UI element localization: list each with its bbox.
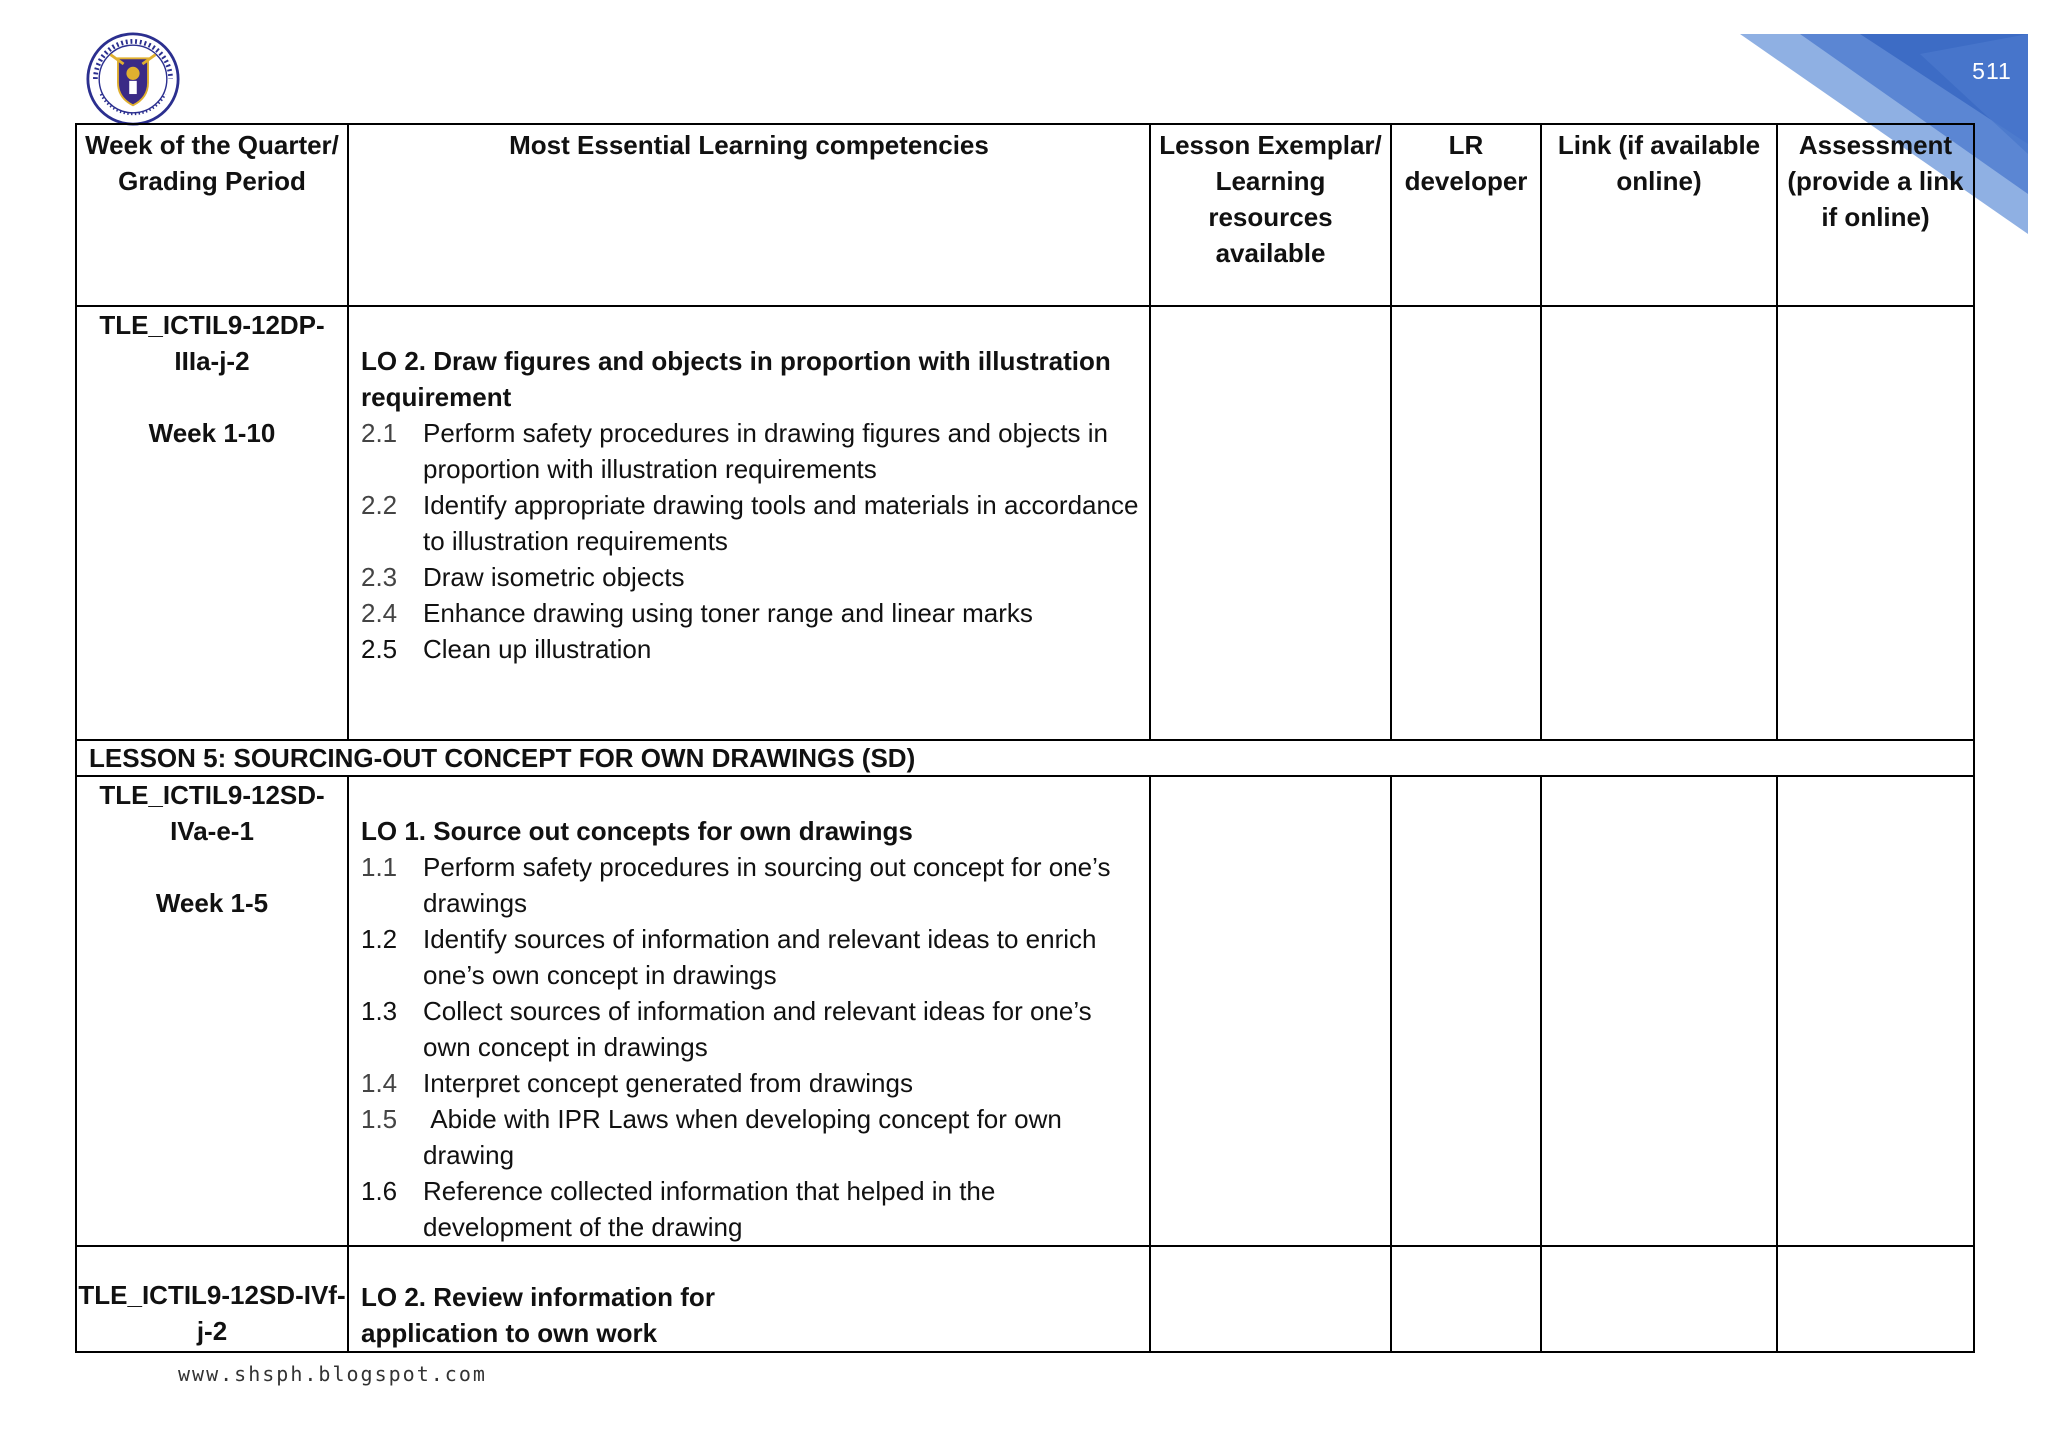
item-text: Enhance drawing using toner range and linear marks [423, 598, 1033, 628]
header-lr-developer: LR developer [1391, 124, 1541, 306]
item-text: Identify sources of information and relevant ideas to enrich one’s own concept in drawings [423, 924, 1097, 990]
list-item [361, 415, 1139, 487]
lesson-exemplar-cell [1150, 1246, 1391, 1352]
item-number: 1.3 [361, 996, 398, 1026]
week-label: Week 1-10 [148, 418, 276, 448]
list-item [361, 595, 1139, 631]
deped-seal-logo [86, 32, 180, 126]
list-item [361, 1065, 1139, 1101]
competency-cell [348, 306, 1150, 740]
week-label: Week 1-5 [155, 888, 269, 918]
mel-table [75, 123, 1975, 1353]
table-header-row [76, 124, 1974, 306]
link-cell [1541, 306, 1777, 740]
item-text: Reference collected information that helped in the development of the drawing [423, 1176, 996, 1242]
footer-url[interactable]: www.shsph.blogspot.com [178, 1362, 487, 1386]
competency-list [361, 849, 1139, 1245]
item-number: 2.2 [361, 490, 398, 520]
competency-code: TLE_ICTIL9-12SD-IVf-j-2 [78, 1280, 346, 1346]
table-row [76, 306, 1974, 740]
list-item [361, 921, 1139, 993]
code-cell [76, 306, 348, 740]
item-text: Collect sources of information and relevant ideas for one’s own concept in drawings [423, 996, 1092, 1062]
item-text: Perform safety procedures in sourcing out concept for one’s drawings [423, 852, 1111, 918]
code-cell [76, 776, 348, 1246]
item-text: Perform safety procedures in drawing figures and objects in proportion with illustration requirements [423, 418, 1109, 484]
page-number: 511 [1972, 58, 2012, 84]
lo-title: LO 2. Draw figures and objects in proportion with illustration requirement [361, 346, 1111, 412]
link-cell [1541, 1246, 1777, 1352]
lr-developer-cell [1391, 306, 1541, 740]
assessment-cell [1777, 1246, 1974, 1352]
lesson-exemplar-cell [1150, 306, 1391, 740]
header-assessment: Assessment (provide a link if online) [1777, 124, 1974, 306]
code-cell [76, 1246, 348, 1352]
item-number: 1.6 [361, 1176, 398, 1206]
assessment-cell [1777, 776, 1974, 1246]
item-number: 1.5 [361, 1104, 398, 1134]
header-week: Week of the Quarter/ Grading Period [76, 124, 348, 306]
list-item [361, 1101, 1139, 1173]
competency-list [361, 415, 1139, 667]
header-competencies: Most Essential Learning competencies [348, 124, 1150, 306]
list-item [361, 1173, 1139, 1245]
list-item [361, 559, 1139, 595]
list-item [361, 993, 1139, 1065]
lesson-heading-row [76, 740, 1974, 776]
item-text: Clean up illustration [423, 634, 652, 664]
item-number: 2.3 [361, 562, 398, 592]
list-item [361, 487, 1139, 559]
item-text: Interpret concept generated from drawings [423, 1068, 913, 1098]
lesson-exemplar-cell [1150, 776, 1391, 1246]
competency-cell [348, 1246, 1150, 1352]
lesson-heading: LESSON 5: SOURCING-OUT CONCEPT FOR OWN DRAWINGS (SD) [76, 740, 1974, 776]
lr-developer-cell [1391, 776, 1541, 1246]
table-row [76, 1246, 1974, 1352]
item-number: 2.4 [361, 598, 398, 628]
lr-developer-cell [1391, 1246, 1541, 1352]
lo-title: LO 2. Review information for application to own work [361, 1282, 715, 1348]
item-text: Abide with IPR Laws when developing concept for own drawing [423, 1104, 1070, 1170]
list-item [361, 849, 1139, 921]
table-row [76, 776, 1974, 1246]
competency-code: TLE_ICTIL9-12DP-IIIa-j-2 [99, 310, 325, 376]
header-lesson-exemplar: Lesson Exemplar/ Learning resources available [1150, 124, 1391, 306]
competency-cell [348, 776, 1150, 1246]
item-text: Identify appropriate drawing tools and materials in accordance to illustration requirements [423, 490, 1139, 556]
item-number: 1.2 [361, 924, 398, 954]
link-cell [1541, 776, 1777, 1246]
competency-code: TLE_ICTIL9-12SD-IVa-e-1 [99, 780, 325, 846]
item-number: 2.1 [361, 418, 398, 448]
header-link: Link (if available online) [1541, 124, 1777, 306]
assessment-cell [1777, 306, 1974, 740]
item-number: 1.1 [361, 852, 398, 882]
item-number: 2.5 [361, 634, 398, 664]
item-number: 1.4 [361, 1068, 398, 1098]
item-text: Draw isometric objects [423, 562, 685, 592]
lo-title: LO 1. Source out concepts for own drawings [361, 816, 913, 846]
list-item [361, 631, 1139, 667]
